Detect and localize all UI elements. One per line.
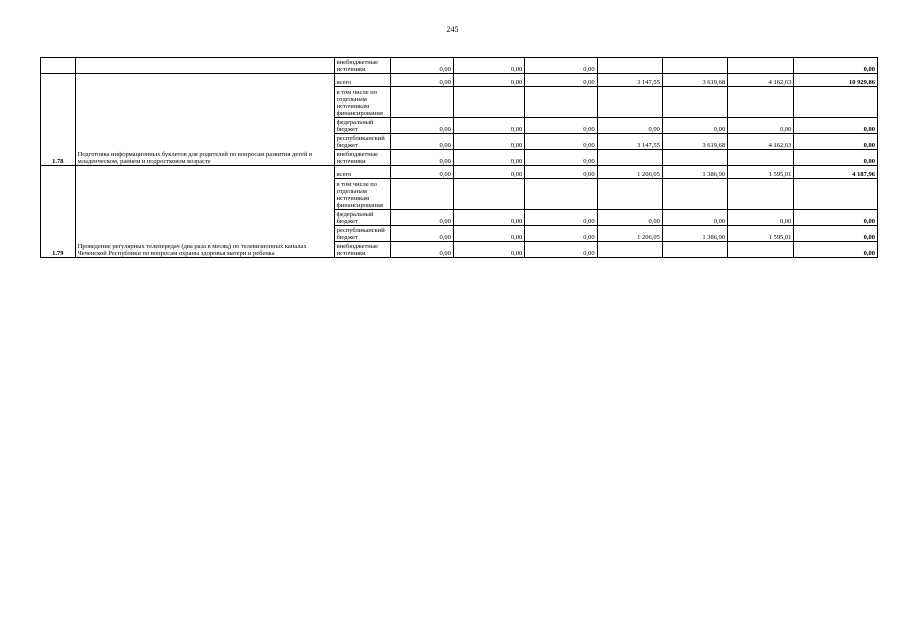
value-cell: 0,00 [453,242,524,258]
value-cell: 0,00 [453,134,524,150]
value-cell [662,179,727,210]
value-cell [525,179,597,210]
funding-source-cell: всего [334,166,390,179]
value-cell: 0,00 [662,118,727,134]
value-cell: 3 619,68 [662,134,727,150]
page-number: 245 [446,25,459,34]
value-cell: 1 206,05 [597,166,662,179]
value-cell [728,150,794,166]
total-cell [794,87,878,118]
value-cell: 1 386,90 [662,226,727,242]
value-cell: 0,00 [525,242,597,258]
value-cell: 0,00 [453,210,524,226]
value-cell [390,179,453,210]
value-cell: 3 147,55 [597,74,662,87]
value-cell: 0,00 [525,150,597,166]
value-cell: 0,00 [390,74,453,87]
value-cell: 0,00 [453,118,524,134]
value-cell [390,87,453,118]
value-cell [662,87,727,118]
funding-source-cell: республиканский бюджет [334,226,390,242]
value-cell [453,179,524,210]
value-cell: 0,00 [453,74,524,87]
funding-source-cell: федеральный бюджет [334,210,390,226]
funding-source-cell: в том числе по отдельным источникам финансирования [334,87,390,118]
total-cell: 0,00 [794,118,878,134]
value-cell: 0,00 [525,166,597,179]
value-cell: 0,00 [453,150,524,166]
value-cell: 0,00 [525,210,597,226]
value-cell: 4 162,63 [728,74,794,87]
total-cell: 0,00 [794,134,878,150]
value-cell: 0,00 [525,226,597,242]
value-cell: 4 162,63 [728,134,794,150]
item-name-cell [75,58,334,74]
funding-source-cell: внебюджетные источники [334,242,390,258]
budget-table [40,57,878,258]
value-cell: 0,00 [453,166,524,179]
value-cell [597,150,662,166]
value-cell: 1 206,05 [597,226,662,242]
value-cell: 0,00 [390,118,453,134]
value-cell: 0,00 [525,58,597,74]
value-cell [728,58,794,74]
value-cell: 0,00 [597,210,662,226]
value-cell [728,87,794,118]
value-cell [728,242,794,258]
funding-source-cell: всего [334,74,390,87]
value-cell [453,87,524,118]
funding-source-cell: федеральный бюджет [334,118,390,134]
total-cell: 0,00 [794,58,878,74]
value-cell: 0,00 [662,210,727,226]
value-cell [597,242,662,258]
funding-source-cell: внебюджетные источники [334,58,390,74]
value-cell: 0,00 [525,118,597,134]
funding-source-cell: в том числе по отдельным источникам финансирования [334,179,390,210]
value-cell [662,58,727,74]
value-cell [728,179,794,210]
value-cell: 0,00 [390,150,453,166]
item-name-cell: Проведение регулярных телепередач (два раза в месяц) по телевизионных каналах Чеченской Республики по вопросам охраны здоровья матери и ребенка [75,166,334,258]
item-name-cell: Подготовка информационных буклетов для родителей по вопросам развития детей в младенческом, раннем и подростковом возрасте [75,74,334,166]
value-cell: 0,00 [597,118,662,134]
total-cell [794,179,878,210]
value-cell: 0,00 [728,210,794,226]
value-cell: 0,00 [390,210,453,226]
item-index-cell: 1.79 [41,166,76,258]
value-cell: 0,00 [453,226,524,242]
value-cell: 0,00 [728,118,794,134]
value-cell [525,87,597,118]
total-cell: 0,00 [794,210,878,226]
item-index-cell: 1.78 [41,74,76,166]
total-cell: 4 187,96 [794,166,878,179]
value-cell [597,87,662,118]
value-cell [597,58,662,74]
value-cell [597,179,662,210]
value-cell: 0,00 [390,226,453,242]
value-cell: 0,00 [390,134,453,150]
value-cell: 0,00 [390,166,453,179]
value-cell: 0,00 [525,74,597,87]
table-row [41,74,878,87]
value-cell: 1 595,01 [728,166,794,179]
budget-table-body [41,58,878,258]
total-cell: 0,00 [794,150,878,166]
value-cell [662,150,727,166]
funding-source-cell: республиканский бюджет [334,134,390,150]
total-cell: 10 929,86 [794,74,878,87]
total-cell: 0,00 [794,226,878,242]
funding-source-cell: внебюджетные источники [334,150,390,166]
item-index-cell [41,58,76,74]
value-cell [662,242,727,258]
table-row [41,58,878,74]
value-cell: 0,00 [390,242,453,258]
value-cell: 0,00 [525,134,597,150]
value-cell: 0,00 [453,58,524,74]
value-cell: 3 147,55 [597,134,662,150]
value-cell: 1 595,01 [728,226,794,242]
value-cell: 3 619,68 [662,74,727,87]
total-cell: 0,00 [794,242,878,258]
value-cell: 1 386,90 [662,166,727,179]
table-row [41,166,878,179]
value-cell: 0,00 [390,58,453,74]
